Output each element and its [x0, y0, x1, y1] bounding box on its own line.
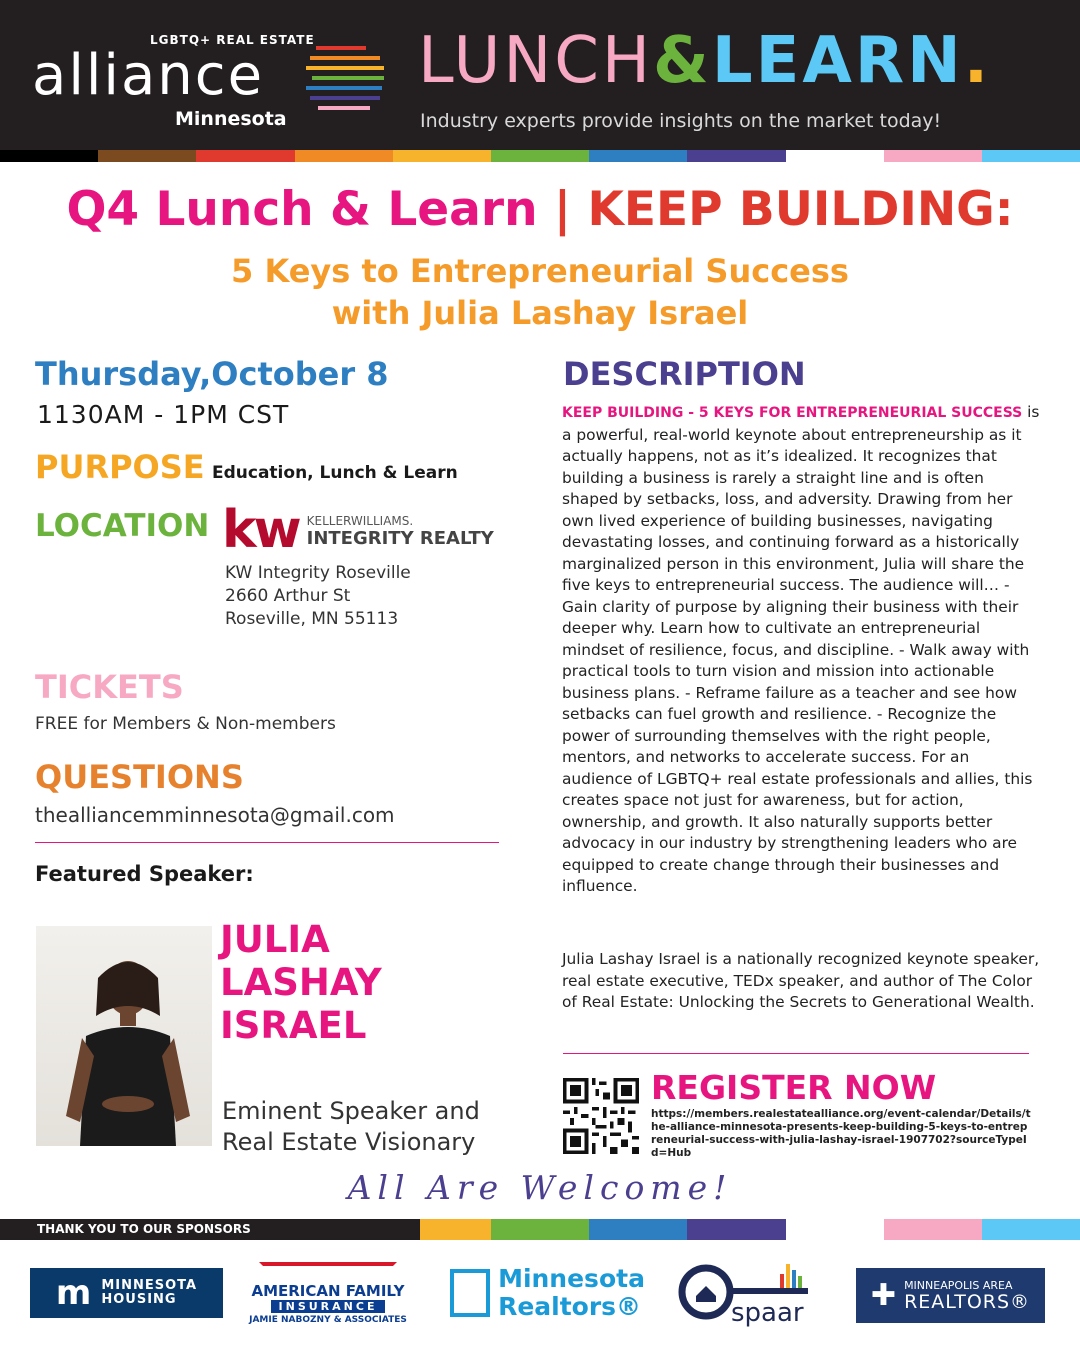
amfam-line2: INSURANCE: [271, 1300, 386, 1313]
speaker-role-line1: Eminent Speaker and: [222, 1097, 480, 1125]
event-time: 1130AM - 1PM CST: [37, 400, 290, 429]
brand-tagline: LGBTQ+ REAL ESTATE: [150, 33, 315, 47]
event-ampersand: &: [653, 24, 712, 98]
event-word-lunch: LUNCH: [418, 24, 653, 98]
sponsor-minnesota-housing: [30, 1268, 223, 1318]
mpls-realtors-text: [904, 1279, 1030, 1313]
subtitle-line2: with Julia Lashay Israel: [331, 294, 749, 332]
header-tagline: Industry experts provide insights on the market today!: [420, 110, 942, 132]
mn-realtors-line1: Minnesota: [498, 1264, 645, 1293]
speaker-silhouette-icon: [36, 926, 212, 1146]
pride-stripe-segment: [0, 150, 98, 162]
speaker-name: [220, 918, 382, 1047]
mn-housing-logo-icon: m: [55, 1273, 92, 1313]
title-separator: |: [553, 182, 572, 237]
questions-heading: QUESTIONS: [35, 758, 244, 796]
subtitle-line1: 5 Keys to Entrepreneurial Success: [231, 252, 849, 290]
mn-realtors-line2: Realtors®: [498, 1292, 642, 1321]
location-heading: LOCATION: [35, 508, 210, 544]
address-line1: KW Integrity Roseville: [225, 563, 411, 583]
kw-mark: kw: [222, 500, 299, 560]
mn-realtors-text: [498, 1265, 645, 1321]
location-address: [225, 562, 411, 631]
page-title: [0, 180, 1080, 240]
pride-stripe-top: [0, 150, 1080, 162]
pride-stripe-segment: [295, 150, 393, 162]
pride-stripe-segment: [786, 1219, 884, 1240]
pride-stripe-segment: [687, 1219, 785, 1240]
contact-email[interactable]: thealliancemminnesota@gmail.com: [35, 803, 395, 827]
pride-stripe-segment: [589, 150, 687, 162]
address-line3: Roseville, MN 55113: [225, 609, 399, 629]
pride-stripe-segment: [786, 150, 884, 162]
event-logo: [418, 26, 991, 96]
kw-logo-line1: KELLERWILLIAMS.: [306, 514, 414, 528]
title-part1: Q4 Lunch & Learn: [66, 182, 538, 237]
alliance-logo-icon: [306, 44, 384, 116]
tickets-heading: TICKETS: [35, 668, 184, 706]
amfam-roof-icon: [259, 1262, 397, 1282]
mn-realtors-logo-icon: [450, 1269, 490, 1317]
brand-state: Minnesota: [175, 108, 287, 130]
mpls-realtors-logo-icon: ✚: [870, 1278, 897, 1313]
pride-stripe-segment: [491, 1219, 589, 1240]
divider-right: [563, 1053, 1029, 1054]
kw-logo: [222, 500, 494, 560]
speaker-name-line3: ISRAEL: [220, 1004, 367, 1047]
mpls-line1: MINNEAPOLIS AREA: [904, 1278, 1013, 1292]
sponsor-minneapolis-realtors: [856, 1268, 1045, 1323]
address-line2: 2660 Arthur St: [225, 586, 351, 606]
description-text: is a powerful, real-world keynote about entrepreneurship as it actually happens, not as it’s idealized. It recognizes that building a business is rarely a straight line and is often shaped by setbacks, loss, and adversity. Drawing from her own lived experience of building businesses, navigating devastating losses, and continuing forward as a historically marginalized person in this environment, Julia will share the five keys to entrepreneurial success. The audience will… - Gain clarity of purpose by aligning their business with their deeper why. Learn how to cultivate an entrepreneurial mindset of resilience, focus, and discipline. - Walk away with practical tools to turn vision and mission into actionable business plans. - Reframe failure as a teacher and see how setbacks can fuel growth and resilience. - Recognize the power of surrounding themselves with the right people, mentors, and networks to accelerate success. For an audience of LGBTQ+ real estate professionals and allies, this creates space not just for awareness, but for action, ownership, and growth. It also naturally supports better advocacy in our industry by strengthening leaders who are equipped to create change through their businesses and influence.: [562, 403, 1040, 895]
register-link[interactable]: https://members.realestatealliance.org/event-calendar/Details/the-alliance-minnesota-presents-keep-building-5-keys-to-entrepreneurial-success-with-julia-lashay-israel-1907702?sourceTypeId=Hub: [651, 1108, 1031, 1159]
header-banner: [0, 0, 1080, 150]
sponsor-spaar: [676, 1258, 811, 1328]
pride-stripe-segment: [687, 150, 785, 162]
amfam-line1: AMERICAN FAMILY: [251, 1281, 405, 1300]
sponsor-minnesota-realtors: [440, 1262, 655, 1324]
kw-logo-line2: INTEGRITY REALTY: [306, 528, 494, 549]
pride-stripe-segment: [98, 150, 196, 162]
brand-logo-text: alliance: [32, 43, 265, 108]
mn-housing-text: [101, 1279, 197, 1307]
description-highlight: KEEP BUILDING - 5 KEYS FOR ENTREPRENEURIAL SUCCESS: [562, 405, 1023, 421]
pride-stripe-segment: [491, 150, 589, 162]
pride-stripe-segment: [393, 150, 491, 162]
pride-stripe-segment: [982, 150, 1080, 162]
mn-housing-line2: HOUSING: [101, 1292, 177, 1307]
tickets-value: FREE for Members & Non-members: [35, 714, 336, 734]
description-body: [562, 402, 1044, 898]
pride-stripe-segment: [196, 150, 294, 162]
mpls-line2: REALTORS®: [904, 1290, 1031, 1313]
sponsor-label: THANK YOU TO OUR SPONSORS: [37, 1222, 251, 1236]
pride-stripe-segment: [982, 1219, 1080, 1240]
event-date: Thursday,October 8: [35, 355, 389, 393]
amfam-line3: JAMIE NABOZNY & ASSOCIATES: [249, 1314, 407, 1325]
register-heading: REGISTER NOW: [651, 1068, 937, 1107]
speaker-role-line2: Real Estate Visionary: [222, 1128, 476, 1156]
divider-left: [35, 842, 499, 843]
purpose-value: Education, Lunch & Learn: [212, 463, 458, 483]
kw-logo-text: [307, 513, 494, 547]
speaker-bio: Julia Lashay Israel is a nationally recognized keynote speaker, real estate executive, TEDx speaker, and author of The Color of Real Estate: Unlocking the Secrets to Generational Wealth.: [562, 950, 1040, 1011]
page-subtitle: [0, 250, 1080, 334]
pride-stripe-segment: [589, 1219, 687, 1240]
spaar-text: spaar: [731, 1298, 804, 1328]
title-part2: KEEP BUILDING:: [587, 182, 1014, 237]
event-word-learn: LEARN: [711, 24, 964, 98]
speaker-photo: [36, 926, 212, 1146]
pride-stripe-segment: [884, 1219, 982, 1240]
welcome-banner: All Are Welcome!: [347, 1168, 733, 1207]
mn-housing-line1: MINNESOTA: [101, 1278, 198, 1293]
speaker-name-line1: JULIA: [220, 918, 330, 961]
speaker-name-line2: LASHAY: [220, 961, 382, 1004]
description-heading: DESCRIPTION: [563, 355, 806, 393]
featured-speaker-label: Featured Speaker:: [35, 862, 254, 886]
sponsor-american-family: [238, 1258, 418, 1328]
event-dot: .: [963, 24, 991, 98]
speaker-role: [222, 1096, 480, 1158]
qr-code-icon[interactable]: [563, 1078, 639, 1154]
purpose-heading: PURPOSE: [35, 448, 205, 486]
pride-stripe-segment: [884, 150, 982, 162]
